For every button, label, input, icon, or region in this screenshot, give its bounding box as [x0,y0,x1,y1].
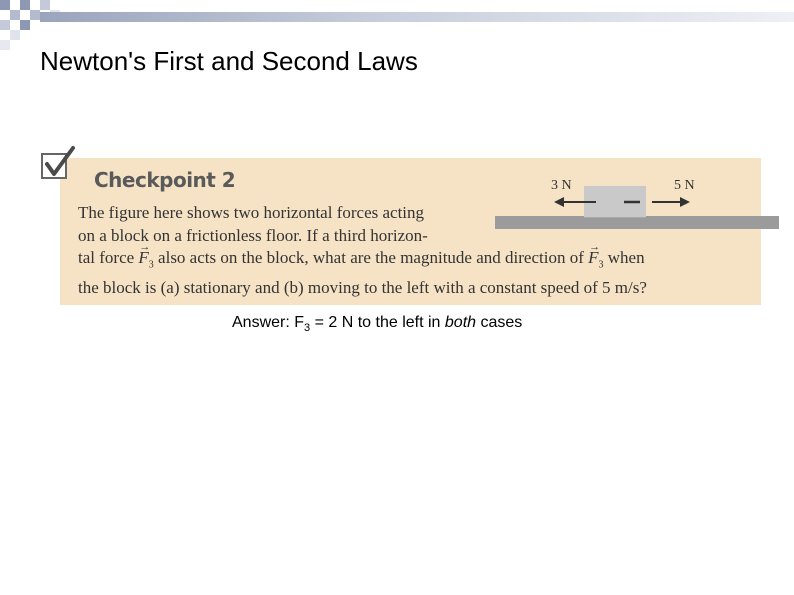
checkmark-icon [40,146,76,184]
checker-decoration [0,0,60,50]
checkpoint-label: Checkpoint 2 [94,168,236,192]
left-force-label: 3 N [551,178,572,193]
right-force-label: 5 N [674,178,695,193]
question-line-4: the block is (a) stationary and (b) moving to the left with a constant speed of 5 m/s? [78,277,647,297]
answer-text: Answer: $F_3 = 2$ N to the left in both cases [232,314,523,335]
question-line-3: tal force → $F_3$ also acts on the block, what are the magnitude and direction of → $F_3$ when [78,247,647,277]
f3-vector: → F [138,248,148,267]
question-line-1: The figure here shows two horizontal forces acting [78,203,425,222]
f3-vector-2: → F [588,248,598,267]
question-line-2: on a block on a frictionless floor. If a third horizon- [78,225,428,245]
answer-emphasis: both [444,314,477,331]
top-rule [40,12,794,22]
slide-title: Newton's First and Second Laws [40,46,418,76]
